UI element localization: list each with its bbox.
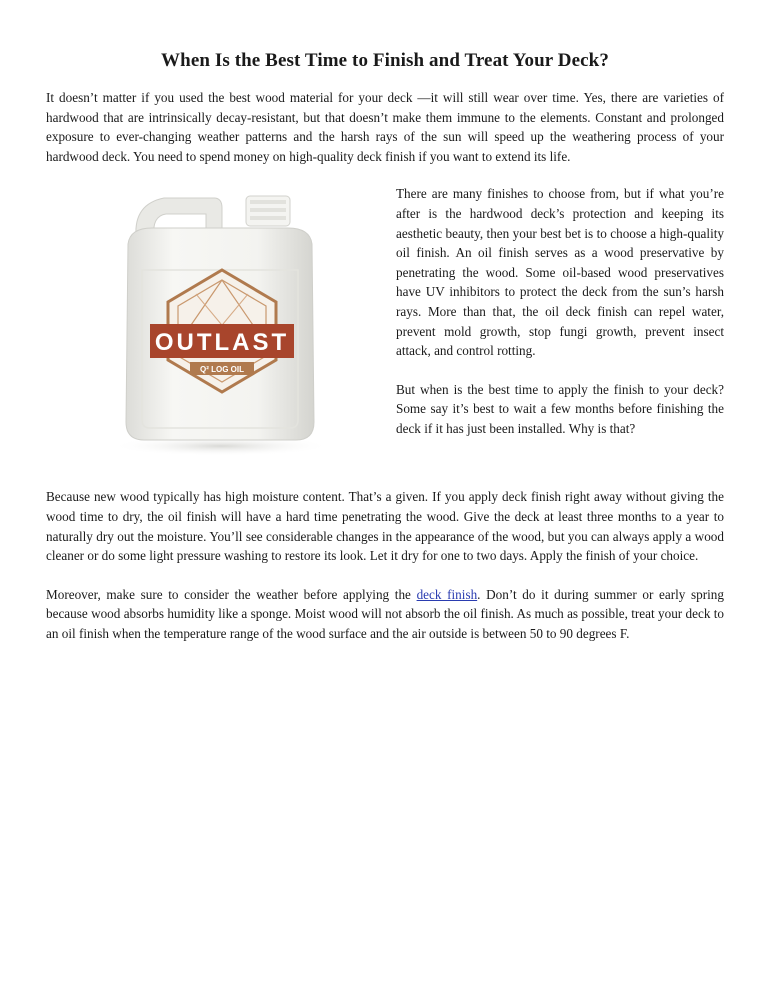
- weather-text-before: Moreover, make sure to consider the weather before applying the: [46, 586, 417, 602]
- weather-text-after: . Don’t do it during summer or early spring because wood absorbs humidity like a sponge. Moist wood will not absorb the oil finish. As much as possible, treat your deck to an oil finish when the temperature range of the wood surface and the air outside is between 50 to 90 degrees F.: [46, 586, 724, 641]
- moisture-paragraph: Because new wood typically has high moisture content. That’s a given. If you apply deck finish right away without giving the wood time to dry, the oil finish will have a hard time penetrating the wood. Give the deck at least three months to a year to naturally dry out the moisture. You’ll see considerable changes in the appearance of the wood, but you can always apply a wood cleaner or do some light pressure washing to restore its look. Let it dry for one to two days. Apply the finish of your choice.: [46, 489, 724, 564]
- best-time-paragraph: But when is the best time to apply the finish to your deck? Some say it’s best to wait a few months before finishing the deck if it has just been installed. Why is that?: [396, 381, 724, 436]
- svg-text:OUTLAST: OUTLAST: [154, 329, 290, 357]
- intro-paragraph: It doesn’t matter if you used the best wood material for your deck —it will still wear over time. Yes, there are varieties of hardwood that are intrinsically decay-resistant, but that doesn’t make them immune to the elements. Constant and prolonged exposure to ever-changing weather patterns and the harsh rays of the sun will speed up the weathering process of your hardwood deck. You need to spend money on high-quality deck finish if you want to extend its life.: [46, 90, 724, 164]
- page-title: When Is the Best Time to Finish and Treat Your Deck?: [161, 50, 609, 71]
- oil-jug-illustration: [46, 184, 396, 464]
- document-page: [46, 0, 724, 644]
- side-text-column: [396, 184, 724, 464]
- svg-text:Q² LOG OIL: Q² LOG OIL: [200, 365, 244, 375]
- weather-paragraph: [46, 585, 724, 644]
- deck-finish-link[interactable]: deck finish: [416, 586, 478, 602]
- image-text-section: [46, 184, 724, 464]
- oil-finish-paragraph: There are many finishes to choose from, but if what you’re after is the hardwood deck’s protection and keeping its aesthetic beauty, then your best bet is to choose a high-quality oil finish. An oil finish serves as a wood preservative by penetrating the wood. Some oil-based wood preservatives have UV inhibitors to protect the deck from the sun’s harsh rays. More than that, the oil deck finish can repel water, prevent mold growth, stop fungi growth, prevent insect attack, and control rotting.: [396, 186, 724, 359]
- product-image: [46, 184, 396, 464]
